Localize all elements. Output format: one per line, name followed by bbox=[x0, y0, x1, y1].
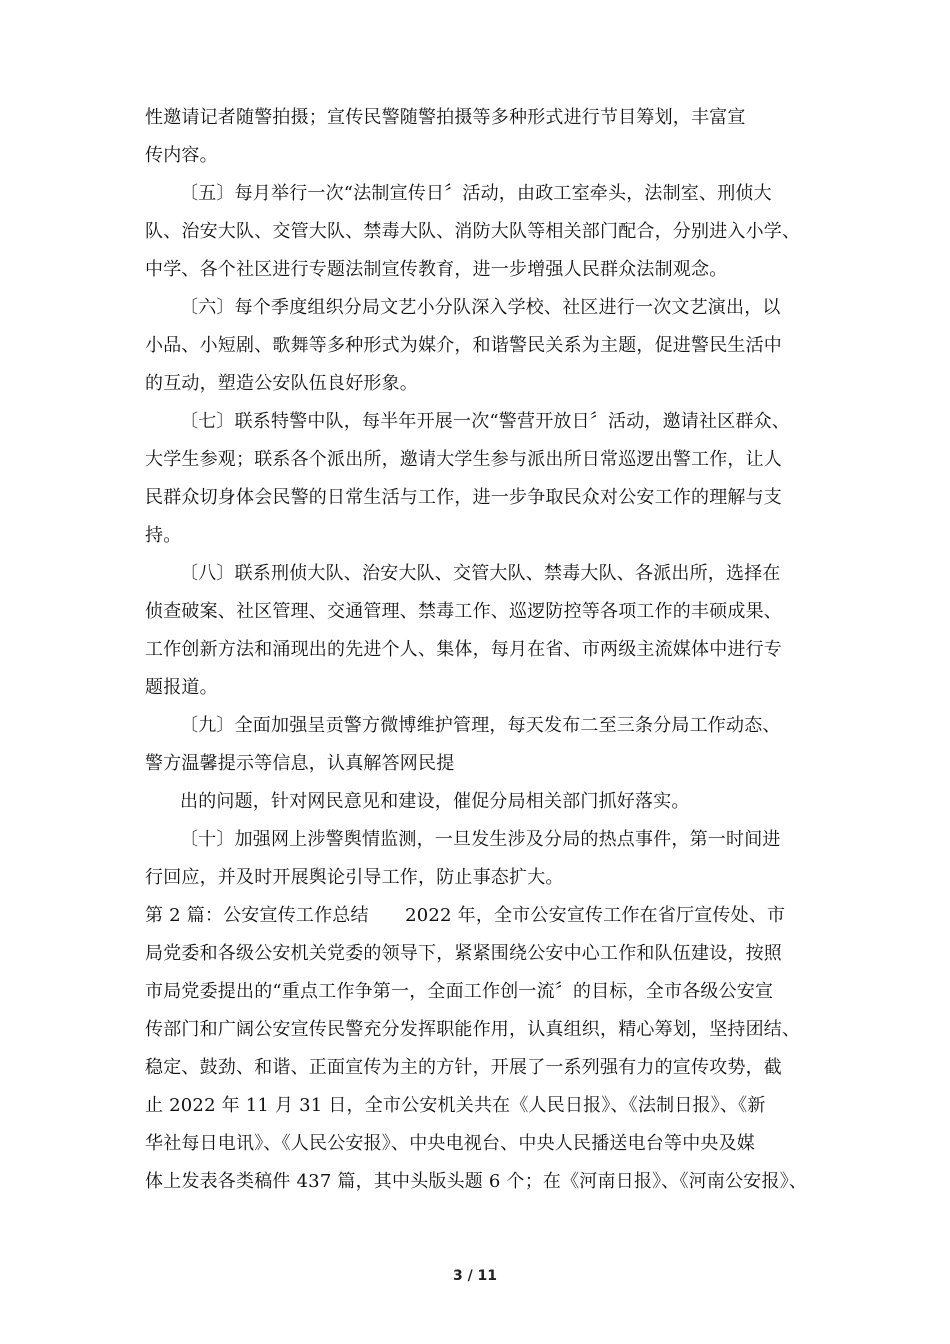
text-line: 小品、小短剧、歌舞等多种形式为媒介，和谐警民关系为主题，促进警民生活中 bbox=[145, 335, 782, 356]
text-line: 〔十〕加强网上涉警舆情监测，一旦发生涉及分局的热点事件，第一时间进 bbox=[180, 829, 781, 850]
text-line: 持。 bbox=[145, 525, 182, 546]
text-line: 行回应，并及时开展舆论引导工作，防止事态扩大。 bbox=[145, 867, 564, 888]
text-line: 〔五〕每月举行一次“法制宣传日〞活动，由政工室牵头，法制室、刑侦大 bbox=[180, 183, 772, 204]
text-line: 警方温馨提示等信息，认真解答网民提 bbox=[145, 753, 455, 774]
text-line: 传内容。 bbox=[145, 145, 218, 166]
text-line: 出的问题，针对网民意见和建设，催促分局相关部门抓好落实。 bbox=[180, 791, 690, 812]
text-line: 题报道。 bbox=[145, 677, 218, 698]
text-line: 华社每日电讯》、《人民公安报》、中央电视台、中央人民播送电台等中央及媒 bbox=[145, 1133, 755, 1154]
text-line: 民群众切身体会民警的日常生活与工作，进一步争取民众对公安工作的理解与支 bbox=[145, 487, 782, 508]
page-number: 3 / 11 bbox=[452, 1268, 498, 1284]
text-line: 〔七〕联系特警中队，每半年开展一次“警营开放日〞活动，邀请社区群众、 bbox=[180, 411, 790, 432]
text-line: 局党委和各级公安机关党委的领导下，紧紧围绕公安中心工作和队伍建设，按照 bbox=[145, 943, 782, 964]
text-line: 性邀请记者随警拍摄；宣传民警随警拍摄等多种形式进行节目筹划，丰富宣 bbox=[145, 107, 746, 128]
text-line: 中学、各个社区进行专题法制宣传教育，进一步增强人民群众法制观念。 bbox=[145, 259, 728, 280]
text-line: 体上发表各类稿件 437 篇，其中头版头题 6 个；在《河南日报》、《河南公安报》、 bbox=[145, 1171, 808, 1192]
text-line: 侦查破案、社区管理、交通管理、禁毒工作、巡逻防控等各项工作的丰硕成果、 bbox=[145, 601, 782, 622]
text-line: 止 2022 年 11 月 31 日，全市公安机关共在《人民日报》、《法制日报》、《新 bbox=[145, 1095, 766, 1116]
text-line: 市局党委提出的“重点工作争第一，全面工作创一流〞的目标，全市各级公安宣 bbox=[145, 981, 774, 1002]
text-line: 〔八〕联系刑侦大队、治安大队、交管大队、禁毒大队、各派出所，选择在 bbox=[180, 563, 781, 584]
text-line: 稳定、鼓劲、和谐、正面宣传为主的方针，开展了一系列强有力的宣传攻势，截 bbox=[145, 1057, 782, 1078]
text-line: 的互动，塑造公安队伍良好形象。 bbox=[145, 373, 418, 394]
text-line: 大学生参观；联系各个派出所，邀请大学生参与派出所日常巡逻出警工作，让人 bbox=[145, 449, 782, 470]
text-line: 〔九〕全面加强呈贡警方微博维护管理，每天发布二至三条分局工作动态、 bbox=[180, 715, 781, 736]
text-line: 第 2 篇：公安宣传工作总结 2022 年，全市公安宣传工作在省厅宣传处、市 bbox=[145, 905, 786, 926]
text-line: 传部门和广阔公安宣传民警充分发挥职能作用，认真组织，精心筹划，坚持团结、 bbox=[145, 1019, 801, 1040]
text-line: 队、治安大队、交管大队、禁毒大队、消防大队等相关部门配合，分别进入小学、 bbox=[145, 221, 801, 242]
text-line: 〔六〕每个季度组织分局文艺小分队深入学校、社区进行一次文艺演出，以 bbox=[180, 297, 781, 318]
text-line: 工作创新方法和涌现出的先进个人、集体，每月在省、市两级主流媒体中进行专 bbox=[145, 639, 782, 660]
